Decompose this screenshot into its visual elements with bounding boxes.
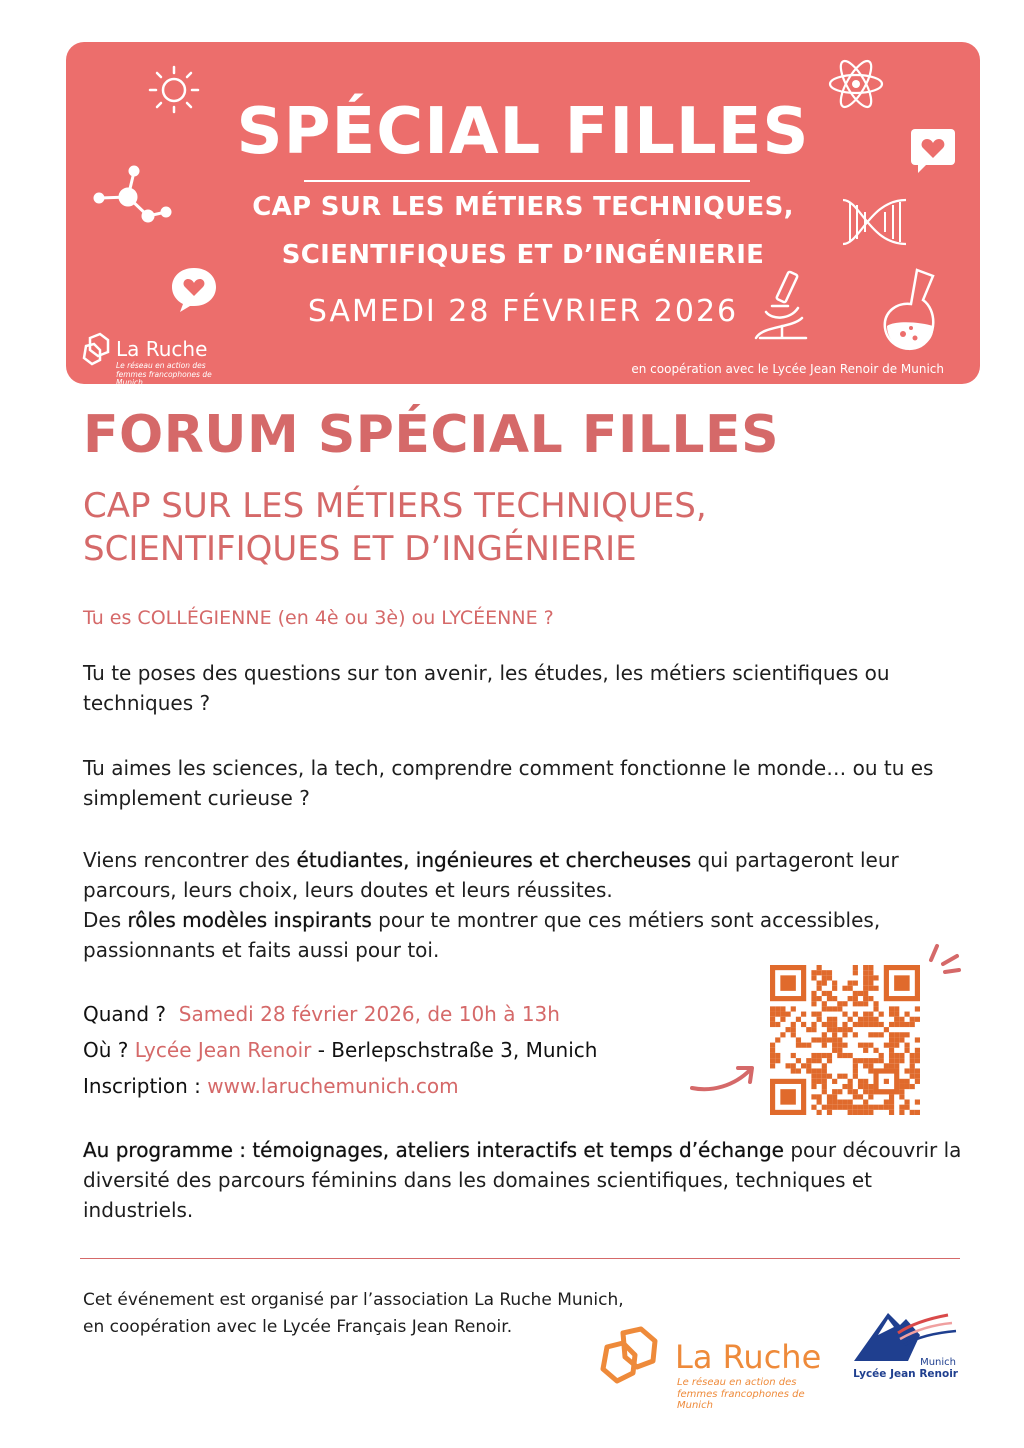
paragraph-meet [83, 845, 963, 965]
lycee-mountain-icon [848, 1305, 960, 1365]
banner-title: SPÉCIAL FILLES [236, 95, 810, 169]
audience-question: Tu es COLLÉGIENNE (en 4è ou 3è) ou LYCÉENNE ? [83, 607, 554, 629]
arrow-to-qr-icon [688, 1058, 758, 1098]
where-place: Lycée Jean Renoir [134, 1038, 312, 1062]
banner-subtitle-line1: CAP SUR LES MÉTIERS TECHNIQUES, [252, 192, 794, 222]
attention-rays-icon [925, 940, 965, 976]
paragraph-questions: Tu te poses des questions sur ton avenir, les études, les métiers scientifiques ou techniques ? [83, 661, 890, 715]
banner-logo-name: La Ruche [116, 337, 208, 361]
lycee-jean-renoir-logo [848, 1305, 960, 1385]
when-value: Samedi 28 février 2026, de 10h à 13h [178, 1002, 560, 1026]
where-label: Où ? [83, 1038, 129, 1062]
lycee-name: Lycée Jean Renoir [853, 1368, 958, 1380]
roles-text-c: pour te montrer que ces métiers sont accessibles, passionnants et faits aussi pour toi. [83, 908, 881, 962]
footer-logo-tagline: Le réseau en action des femmes francophones de Munich [677, 1377, 805, 1411]
banner-cooperation: en coopération avec le Lycée Jean Renoir de Munich [631, 362, 944, 376]
banner-logo-tagline: Le réseau en action des femmes francophones de Munich [116, 361, 212, 388]
page-subtitle-line1: CAP SUR LES MÉTIERS TECHNIQUES, [83, 486, 707, 526]
banner-divider [304, 180, 750, 182]
footer-logo-name: La Ruche [675, 1338, 822, 1376]
footer-line1: Cet événement est organisé par l’association La Ruche Munich, [83, 1290, 624, 1310]
signup-link[interactable]: www.laruchemunich.com [207, 1074, 459, 1098]
banner-subtitle-line2: SCIENTIFIQUES ET D’INGÉNIERIE [281, 240, 765, 270]
when-label: Quand ? [83, 1002, 167, 1026]
signup-label: Inscription : [83, 1074, 201, 1098]
banner-date: SAMEDI 28 FÉVRIER 2026 [307, 294, 739, 329]
paragraph-curiosity: Tu aimes les sciences, la tech, comprendre comment fonctionne le monde… ou tu es simplement curieuse ? [83, 756, 934, 810]
page-subtitle [83, 485, 707, 570]
when-row [83, 1002, 560, 1026]
signup-row [83, 1074, 459, 1098]
program-paragraph [83, 1135, 963, 1225]
page-title: FORUM SPÉCIAL FILLES [83, 405, 780, 465]
roles-text-a: Des [83, 908, 128, 932]
laruche-logo-icon [597, 1325, 669, 1385]
where-row [83, 1038, 597, 1062]
roles-highlight: rôles modèles inspirants [127, 908, 372, 932]
page-subtitle-line2: SCIENTIFIQUES ET D’INGÉNIERIE [83, 528, 637, 569]
footer-organizer [83, 1287, 624, 1341]
footer-line2: en coopération avec le Lycée Français Jean Renoir. [83, 1317, 513, 1337]
header-banner [66, 42, 980, 388]
footer-divider [80, 1258, 960, 1259]
signup-qr-code[interactable] [770, 965, 920, 1115]
meet-text-c: qui partageront leur parcours, leurs choix, leurs doutes et leurs réussites. [83, 848, 899, 902]
program-highlight: Au programme : témoignages, ateliers interactifs et temps d’échange [83, 1138, 784, 1162]
lycee-city: Munich [920, 1357, 956, 1368]
where-address: - Berlepschstraße 3, Munich [311, 1038, 598, 1062]
program-text: pour découvrir la diversité des parcours féminins dans les domaines scientifiques, techniques et industriels. [83, 1138, 962, 1222]
meet-text-a: Viens rencontrer des [83, 848, 297, 872]
laruche-hexagon-logo-icon [80, 332, 116, 366]
meet-highlight: étudiantes, ingénieures et chercheuses [296, 848, 692, 872]
